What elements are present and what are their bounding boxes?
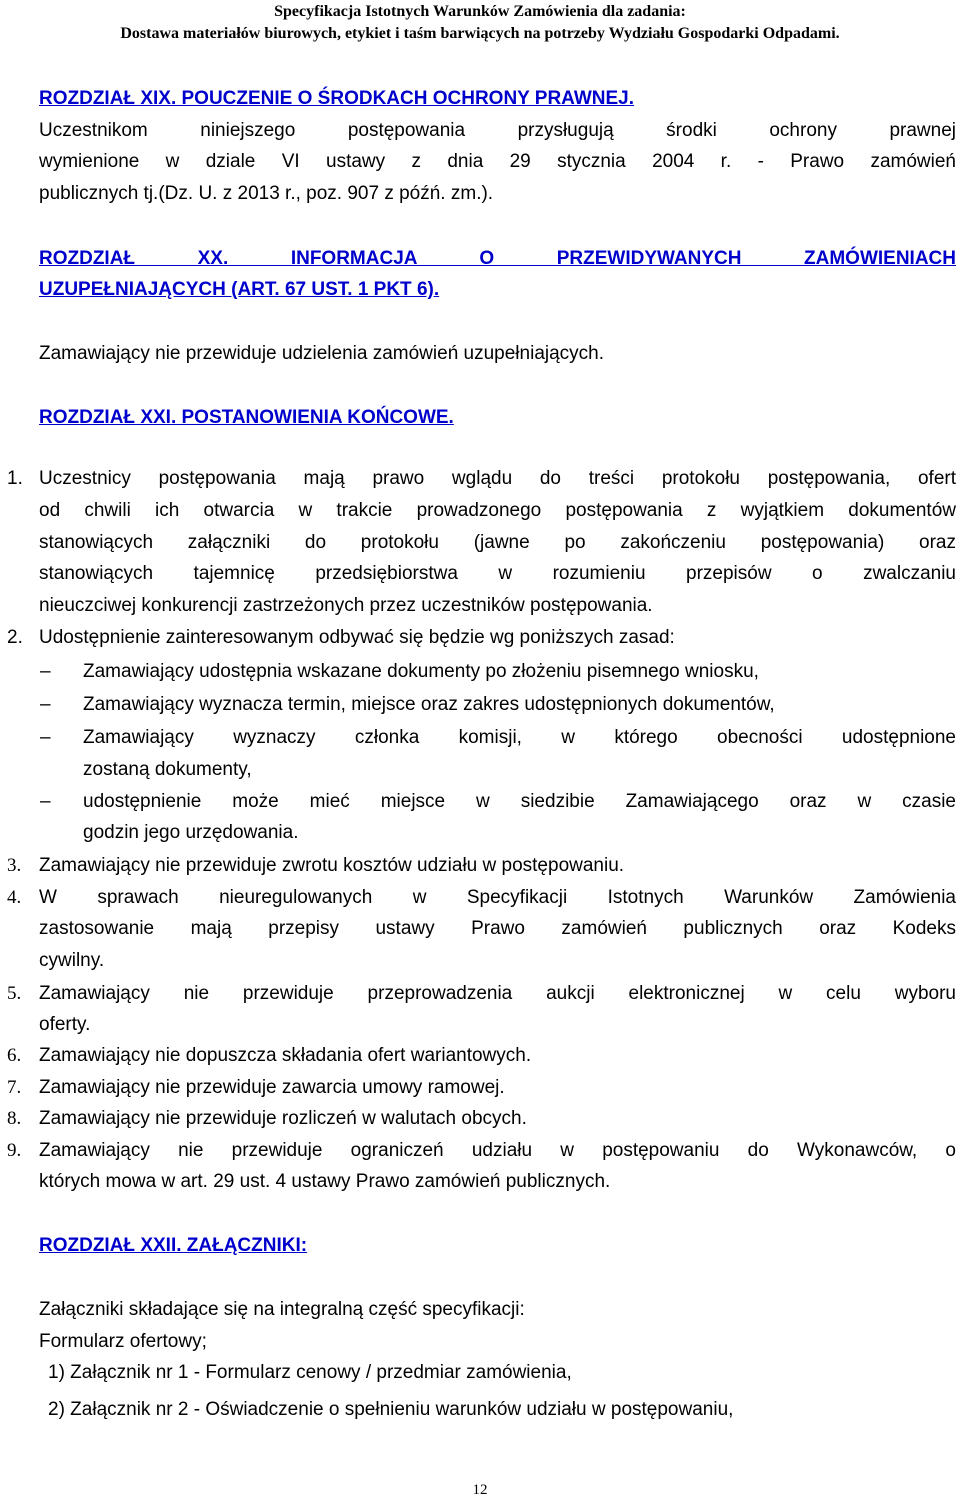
dash-bullet-icon: –: [40, 727, 51, 748]
item-line: stanowiących tajemnicę przedsiębiorstwa w rozumieniu przepisów o zwalczaniu: [39, 563, 956, 584]
dash-bullet-icon: –: [40, 694, 51, 715]
paragraph-line: publicznych tj.(Dz. U. z 2013 r., poz. 907 z późń. zm.).: [39, 183, 494, 204]
item-number: 6.: [7, 1045, 22, 1066]
section-heading-xxi: ROZDZIAŁ XXI. POSTANOWIENIA KOŃCOWE.: [39, 407, 454, 428]
item-line: Uczestnicy postępowania mają prawo wglądu do treści protokołu postępowania, ofert: [39, 468, 956, 489]
page-number: 12: [472, 1482, 488, 1498]
bullet-line: godzin jego urzędowania.: [83, 822, 299, 843]
dash-bullet-icon: –: [40, 791, 51, 812]
item-line: cywilny.: [39, 950, 105, 971]
item-line: Zamawiający nie dopuszcza składania ofert wariantowych.: [39, 1045, 532, 1066]
item-number: 1.: [7, 468, 23, 489]
item-number: 2.: [7, 627, 23, 648]
item-number: 9.: [7, 1140, 22, 1161]
header-line-2: Dostawa materiałów biurowych, etykiet i taśm barwiących na potrzeby Wydziału Gospodarki Odpadami.: [120, 25, 840, 42]
item-line: zastosowanie mają przepisy ustawy Prawo zamówień publicznych oraz Kodeks: [39, 918, 956, 939]
bullet-line: Zamawiający udostępnia wskazane dokumenty po złożeniu pisemnego wniosku,: [83, 661, 759, 682]
attachment-list-item: 2) Załącznik nr 2 - Oświadczenie o spełnieniu warunków udziału w postępowaniu,: [48, 1399, 734, 1420]
bullet-line: udostępnienie może mieć miejsce w siedzibie Zamawiającego oraz w czasie: [83, 791, 956, 812]
paragraph-line: Załączniki składające się na integralną część specyfikacji:: [39, 1299, 525, 1320]
bullet-line: zostaną dokumenty,: [83, 759, 252, 780]
item-number: 7.: [7, 1077, 22, 1098]
bullet-line: Zamawiający wyznacza termin, miejsce oraz zakres udostępnionych dokumentów,: [83, 694, 775, 715]
item-line: Zamawiający nie przewiduje ograniczeń udziału w postępowaniu do Wykonawców, o: [39, 1140, 956, 1161]
header-line-1: Specyfikacja Istotnych Warunków Zamówienia dla zadania:: [274, 3, 686, 20]
item-number: 4.: [7, 887, 22, 908]
section-heading-xix: ROZDZIAŁ XIX. POUCZENIE O ŚRODKACH OCHRONY PRAWNEJ.: [39, 88, 635, 109]
item-number: 8.: [7, 1108, 22, 1129]
item-line: Zamawiający nie przewiduje zwrotu kosztów udziału w postępowaniu.: [39, 855, 625, 876]
item-line: Zamawiający nie przewiduje zawarcia umowy ramowej.: [39, 1077, 505, 1098]
item-line: oferty.: [39, 1014, 91, 1035]
paragraph-line: Formularz ofertowy;: [39, 1331, 207, 1352]
item-line: stanowiących załączniki do protokołu (jawne po zakończeniu postępowania) oraz: [39, 532, 956, 553]
section-heading-xxii: ROZDZIAŁ XXII. ZAŁĄCZNIKI:: [39, 1235, 308, 1256]
attachment-list-item: 1) Załącznik nr 1 - Formularz cenowy / przedmiar zamówienia,: [48, 1362, 572, 1383]
item-line: Zamawiający nie przewiduje rozliczeń w walutach obcych.: [39, 1108, 527, 1129]
section-heading-xx-line-2: UZUPEŁNIAJĄCYCH (ART. 67 UST. 1 PKT 6).: [39, 279, 440, 300]
paragraph-line: wymienione w dziale VI ustawy z dnia 29 stycznia 2004 r. - Prawo zamówień: [39, 151, 956, 172]
bullet-line: Zamawiający wyznaczy członka komisji, w którego obecności udostępnione: [83, 727, 956, 748]
item-line: od chwili ich otwarcia w trakcie prowadzonego postępowania z wyjątkiem dokumentów: [39, 500, 956, 521]
section-heading-xx-line-1: ROZDZIAŁ XX. INFORMACJA O PRZEWIDYWANYCH ZAMÓWIENIACH: [39, 248, 956, 269]
item-line: W sprawach nieuregulowanych w Specyfikacji Istotnych Warunków Zamówienia: [39, 887, 956, 908]
item-line: Zamawiający nie przewiduje przeprowadzenia aukcji elektronicznej w celu wyboru: [39, 983, 956, 1004]
item-line: nieuczciwej konkurencji zastrzeżonych przez uczestników postępowania.: [39, 595, 653, 616]
item-number: 5.: [7, 983, 22, 1004]
paragraph-line: Uczestnikom niniejszego postępowania przysługują środki ochrony prawnej: [39, 120, 956, 141]
item-line: których mowa w art. 29 ust. 4 ustawy Prawo zamówień publicznych.: [39, 1171, 611, 1192]
item-number: 3.: [7, 855, 22, 876]
item-line: Udostępnienie zainteresowanym odbywać się będzie wg poniższych zasad:: [39, 627, 675, 648]
dash-bullet-icon: –: [40, 661, 51, 682]
paragraph-line: Zamawiający nie przewiduje udzielenia zamówień uzupełniających.: [39, 343, 605, 364]
